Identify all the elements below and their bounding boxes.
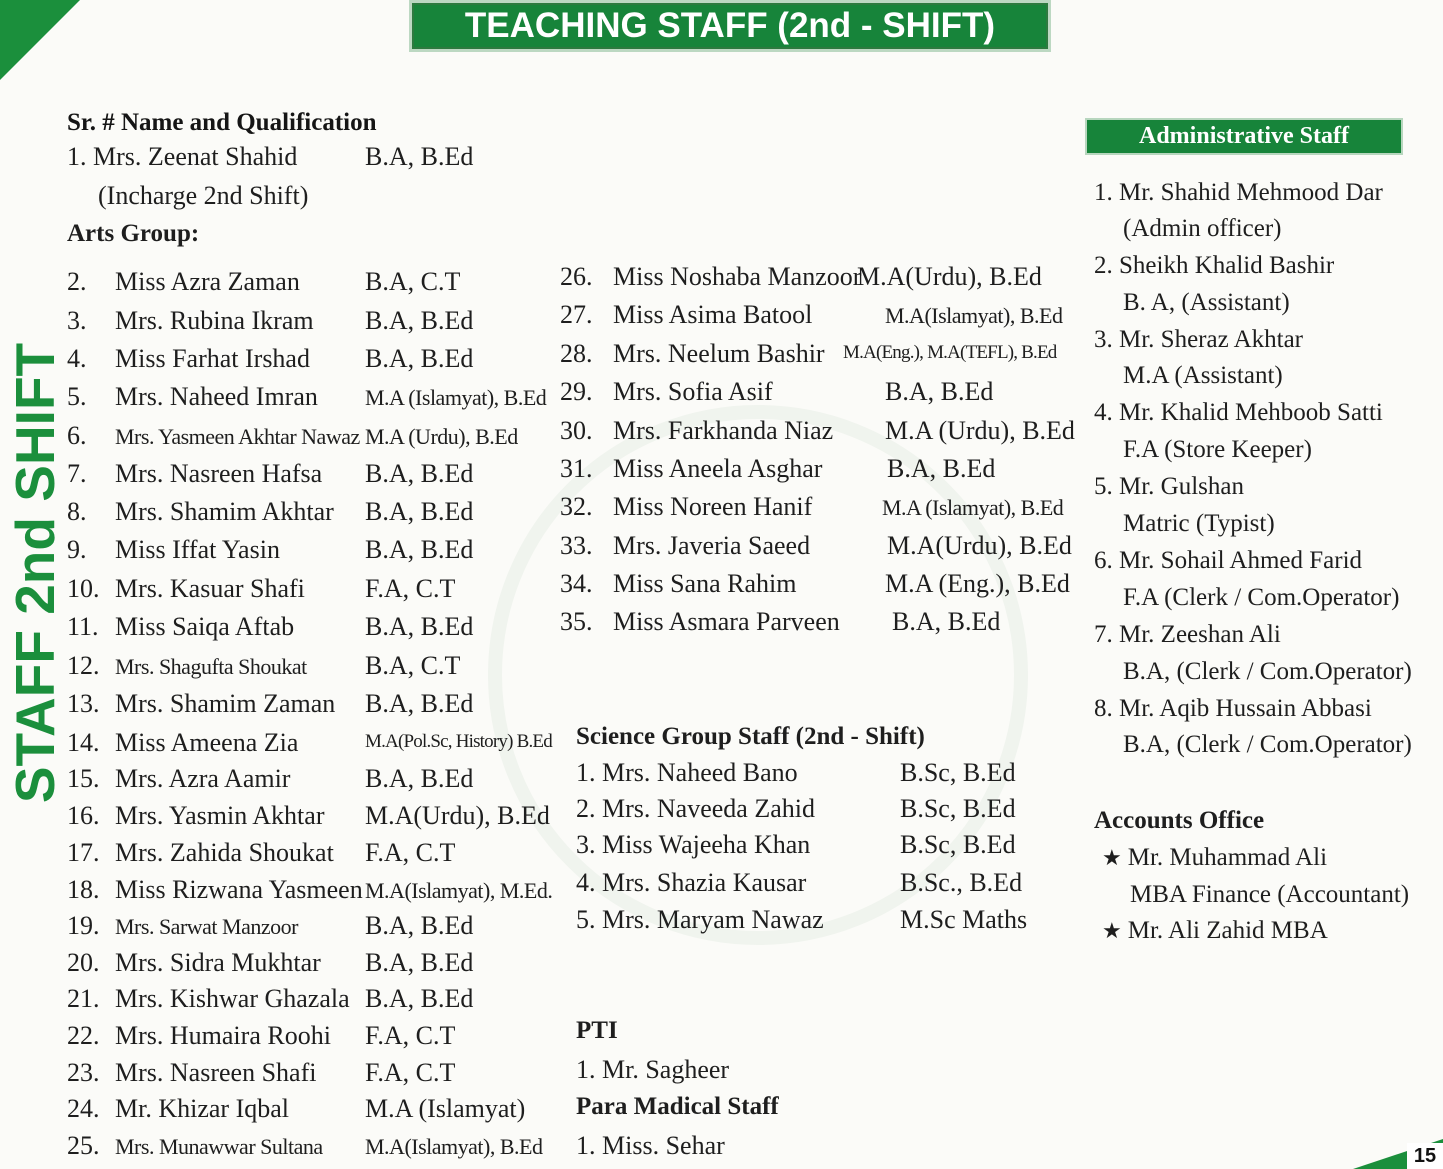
- science-row-qual: B.Sc, B.Ed: [900, 758, 1016, 787]
- middle-row-qual: M.A (Islamyat), B.Ed: [882, 495, 1064, 520]
- arts-row-qual: F.A, C.T: [365, 574, 456, 603]
- arts-row-qual: B.A, B.Ed: [365, 459, 474, 488]
- arts-row-num: 18.: [67, 875, 100, 904]
- science-row-name: 3. Miss Wajeeha Khan: [576, 830, 811, 859]
- arts-row-num: 22.: [67, 1021, 100, 1050]
- admin-qualification: F.A (Store Keeper): [1123, 436, 1312, 463]
- arts-row-qual: M.A(Islamyat), B.Ed: [365, 1134, 543, 1159]
- science-row-name: 2. Mrs. Naveeda Zahid: [576, 794, 815, 823]
- middle-row-qual: M.A(Eng.), M.A(TEFL), B.Ed: [843, 342, 1057, 363]
- middle-row-num: 26.: [560, 262, 593, 291]
- science-row-name: 1. Mrs. Naheed Bano: [576, 758, 798, 787]
- arts-row-qual: B.A, C.T: [365, 267, 461, 296]
- arts-row-name: Mrs. Kishwar Ghazala: [115, 984, 350, 1013]
- arts-row-qual: B.A, B.Ed: [365, 497, 474, 526]
- pti-label: PTI: [576, 1017, 618, 1044]
- arts-row-name: Miss Saiqa Aftab: [115, 612, 295, 641]
- arts-row-num: 9.: [67, 535, 87, 564]
- admin-name: 2. Sheikh Khalid Bashir: [1094, 252, 1335, 279]
- science-row-qual: B.Sc, B.Ed: [900, 794, 1016, 823]
- arts-row-num: 6.: [67, 421, 87, 450]
- middle-row-qual: M.A(Urdu), B.Ed: [857, 262, 1042, 291]
- arts-row-num: 3.: [67, 306, 87, 335]
- middle-row-qual: M.A(Islamyat), B.Ed: [885, 303, 1063, 328]
- admin-qualification: B.A, (Clerk / Com.Operator): [1123, 731, 1412, 758]
- middle-row-name: Miss Aneela Asghar: [613, 454, 823, 483]
- middle-row-num: 29.: [560, 377, 593, 406]
- arts-row-name: Mrs. Sidra Mukhtar: [115, 948, 321, 977]
- arts-row-num: 21.: [67, 984, 100, 1013]
- para-medical-item: 1. Miss. Sehar: [576, 1131, 725, 1160]
- middle-row-name: Mrs. Farkhanda Niaz: [613, 416, 834, 445]
- admin-name: 1. Mr. Shahid Mehmood Dar: [1094, 179, 1383, 206]
- middle-row-num: 32.: [560, 492, 593, 521]
- arts-row-name: Mrs. Munawwar Sultana: [115, 1134, 323, 1159]
- middle-row-name: Miss Asmara Parveen: [613, 607, 840, 636]
- middle-row-num: 35.: [560, 607, 593, 636]
- admin-name: 8. Mr. Aqib Hussain Abbasi: [1094, 695, 1372, 722]
- star-icon: ★: [1102, 845, 1122, 870]
- arts-row-qual: B.A, B.Ed: [365, 948, 474, 977]
- arts-row-num: 24.: [67, 1094, 100, 1123]
- middle-row-qual: B.A, B.Ed: [892, 607, 1001, 636]
- arts-row-name: Miss Azra Zaman: [115, 267, 300, 296]
- accounts-line-3: ★ Mr. Ali Zahid MBA: [1102, 917, 1328, 944]
- arts-row-qual: B.A, B.Ed: [365, 612, 474, 641]
- arts-row-name: Miss Rizwana Yasmeen: [115, 875, 363, 904]
- arts-row-num: 15.: [67, 764, 100, 793]
- science-row-qual: B.Sc., B.Ed: [900, 868, 1023, 897]
- middle-row-name: Mrs. Neelum Bashir: [613, 339, 825, 368]
- page-title: TEACHING STAFF (2nd - SHIFT): [409, 0, 1051, 52]
- arts-row-qual: M.A(Pol.Sc, History) B.Ed: [365, 731, 552, 752]
- accounts-line-1: ★ Mr. Muhammad Ali: [1102, 844, 1328, 871]
- incharge-row: [67, 142, 297, 172]
- arts-row-name: Mrs. Kasuar Shafi: [115, 574, 305, 603]
- arts-row-qual: B.A, C.T: [365, 651, 461, 680]
- arts-row-name: Mrs. Yasmeen Akhtar Nawaz: [115, 424, 360, 449]
- arts-row-qual: M.A (Islamyat), B.Ed: [365, 385, 547, 410]
- star-icon: ★: [1102, 918, 1122, 943]
- pti-item: 1. Mr. Sagheer: [576, 1055, 730, 1084]
- middle-row-num: 28.: [560, 339, 593, 368]
- arts-row-num: 23.: [67, 1058, 100, 1087]
- middle-row-num: 34.: [560, 569, 593, 598]
- arts-row-num: 11.: [67, 612, 99, 641]
- arts-row-name: Miss Ameena Zia: [115, 728, 299, 757]
- arts-row-num: 7.: [67, 459, 87, 488]
- arts-row-name: Mrs. Nasreen Hafsa: [115, 459, 323, 488]
- arts-row-num: 12.: [67, 651, 100, 680]
- middle-row-num: 30.: [560, 416, 593, 445]
- admin-qualification: F.A (Clerk / Com.Operator): [1123, 584, 1400, 611]
- arts-row-num: 13.: [67, 689, 100, 718]
- arts-row-qual: F.A, C.T: [365, 838, 456, 867]
- arts-row-num: 2.: [67, 267, 87, 296]
- admin-name: 6. Mr. Sohail Ahmed Farid: [1094, 547, 1363, 574]
- middle-row-qual: M.A (Eng.), B.Ed: [885, 569, 1070, 598]
- incharge-note: (Incharge 2nd Shift): [98, 181, 309, 210]
- arts-row-name: Mr. Khizar Iqbal: [115, 1094, 290, 1123]
- arts-row-name: Miss Iffat Yasin: [115, 535, 280, 564]
- arts-row-num: 5.: [67, 382, 87, 411]
- arts-row-name: Mrs. Shamim Zaman: [115, 689, 336, 718]
- arts-row-num: 16.: [67, 801, 100, 830]
- admin-staff-banner: Administrative Staff: [1085, 118, 1403, 155]
- para-medical-label: Para Madical Staff: [576, 1093, 779, 1120]
- arts-row-name: Mrs. Naheed Imran: [115, 382, 318, 411]
- side-title: STAFF 2nd SHIFT: [4, 342, 66, 804]
- arts-row-name: Mrs. Nasreen Shafi: [115, 1058, 317, 1087]
- middle-row-qual: B.A, B.Ed: [885, 377, 994, 406]
- arts-row-qual: B.A, B.Ed: [365, 306, 474, 335]
- arts-row-qual: M.A (Islamyat): [365, 1094, 526, 1123]
- page-number: 15: [1407, 1143, 1443, 1169]
- arts-row-qual: B.A, B.Ed: [365, 689, 474, 718]
- science-row-name: 5. Mrs. Maryam Nawaz: [576, 905, 824, 934]
- middle-row-qual: M.A(Urdu), B.Ed: [887, 531, 1072, 560]
- arts-row-name: Mrs. Yasmin Akhtar: [115, 801, 325, 830]
- arts-row-name: Mrs. Rubina Ikram: [115, 306, 314, 335]
- admin-qualification: Matric (Typist): [1123, 510, 1275, 537]
- arts-row-num: 20.: [67, 948, 100, 977]
- accounts-office-label: Accounts Office: [1094, 807, 1265, 834]
- arts-row-name: Miss Farhat Irshad: [115, 344, 310, 373]
- arts-row-qual: B.A, B.Ed: [365, 344, 474, 373]
- accounts-line-2: MBA Finance (Accountant): [1130, 881, 1410, 908]
- admin-qualification: (Admin officer): [1123, 215, 1282, 242]
- arts-row-name: Mrs. Shamim Akhtar: [115, 497, 334, 526]
- arts-row-name: Mrs. Sarwat Manzoor: [115, 914, 298, 939]
- science-row-qual: B.Sc, B.Ed: [900, 830, 1016, 859]
- arts-row-num: 10.: [67, 574, 100, 603]
- admin-qualification: B. A, (Assistant): [1123, 289, 1290, 316]
- admin-name: 4. Mr. Khalid Mehboob Satti: [1094, 399, 1383, 426]
- incharge-num: 1.: [67, 142, 87, 171]
- arts-row-name: Mrs. Zahida Shoukat: [115, 838, 334, 867]
- arts-row-qual: B.A, B.Ed: [365, 764, 474, 793]
- middle-row-name: Miss Sana Rahim: [613, 569, 797, 598]
- arts-row-qual: F.A, C.T: [365, 1021, 456, 1050]
- middle-row-num: 31.: [560, 454, 593, 483]
- admin-qualification: B.A, (Clerk / Com.Operator): [1123, 658, 1412, 685]
- watermark-emblem: [488, 405, 1028, 945]
- arts-row-qual: M.A (Urdu), B.Ed: [365, 424, 518, 449]
- arts-row-qual: M.A(Islamyat), M.Ed.: [365, 878, 553, 903]
- arts-row-qual: M.A(Urdu), B.Ed: [365, 801, 550, 830]
- arts-row-name: Mrs. Azra Aamir: [115, 764, 291, 793]
- arts-row-num: 19.: [67, 911, 100, 940]
- admin-name: 7. Mr. Zeeshan Ali: [1094, 621, 1281, 648]
- science-row-name: 4. Mrs. Shazia Kausar: [576, 868, 807, 897]
- science-group-label: Science Group Staff (2nd - Shift): [576, 723, 925, 750]
- middle-row-name: Mrs. Sofia Asif: [613, 377, 773, 406]
- arts-row-num: 25.: [67, 1131, 100, 1160]
- admin-qualification: M.A (Assistant): [1123, 362, 1283, 389]
- arts-row-num: 17.: [67, 838, 100, 867]
- incharge-name: Mrs. Zeenat Shahid: [93, 142, 298, 171]
- arts-row-name: Mrs. Shagufta Shoukat: [115, 654, 307, 679]
- middle-row-qual: M.A (Urdu), B.Ed: [885, 416, 1075, 445]
- science-row-qual: M.Sc Maths: [900, 905, 1028, 934]
- admin-name: 5. Mr. Gulshan: [1094, 473, 1244, 500]
- middle-row-name: Mrs. Javeria Saeed: [613, 531, 811, 560]
- arts-row-qual: B.A, B.Ed: [365, 535, 474, 564]
- middle-row-qual: B.A, B.Ed: [887, 454, 996, 483]
- middle-row-num: 33.: [560, 531, 593, 560]
- incharge-qual: B.A, B.Ed: [365, 142, 474, 171]
- admin-name: 3. Mr. Sheraz Akhtar: [1094, 326, 1303, 353]
- arts-row-name: Mrs. Humaira Roohi: [115, 1021, 331, 1050]
- corner-decoration: [0, 0, 80, 80]
- arts-group-label: Arts Group:: [67, 220, 200, 247]
- middle-row-name: Miss Noreen Hanif: [613, 492, 813, 521]
- arts-row-num: 4.: [67, 344, 87, 373]
- arts-row-qual: F.A, C.T: [365, 1058, 456, 1087]
- arts-row-num: 8.: [67, 497, 87, 526]
- arts-row-qual: B.A, B.Ed: [365, 911, 474, 940]
- middle-row-name: Miss Asima Batool: [613, 300, 813, 329]
- column-header: Sr. # Name and Qualification: [67, 109, 377, 136]
- arts-row-qual: B.A, B.Ed: [365, 984, 474, 1013]
- arts-row-num: 14.: [67, 728, 100, 757]
- middle-row-num: 27.: [560, 300, 593, 329]
- middle-row-name: Miss Noshaba Manzoor: [613, 262, 862, 291]
